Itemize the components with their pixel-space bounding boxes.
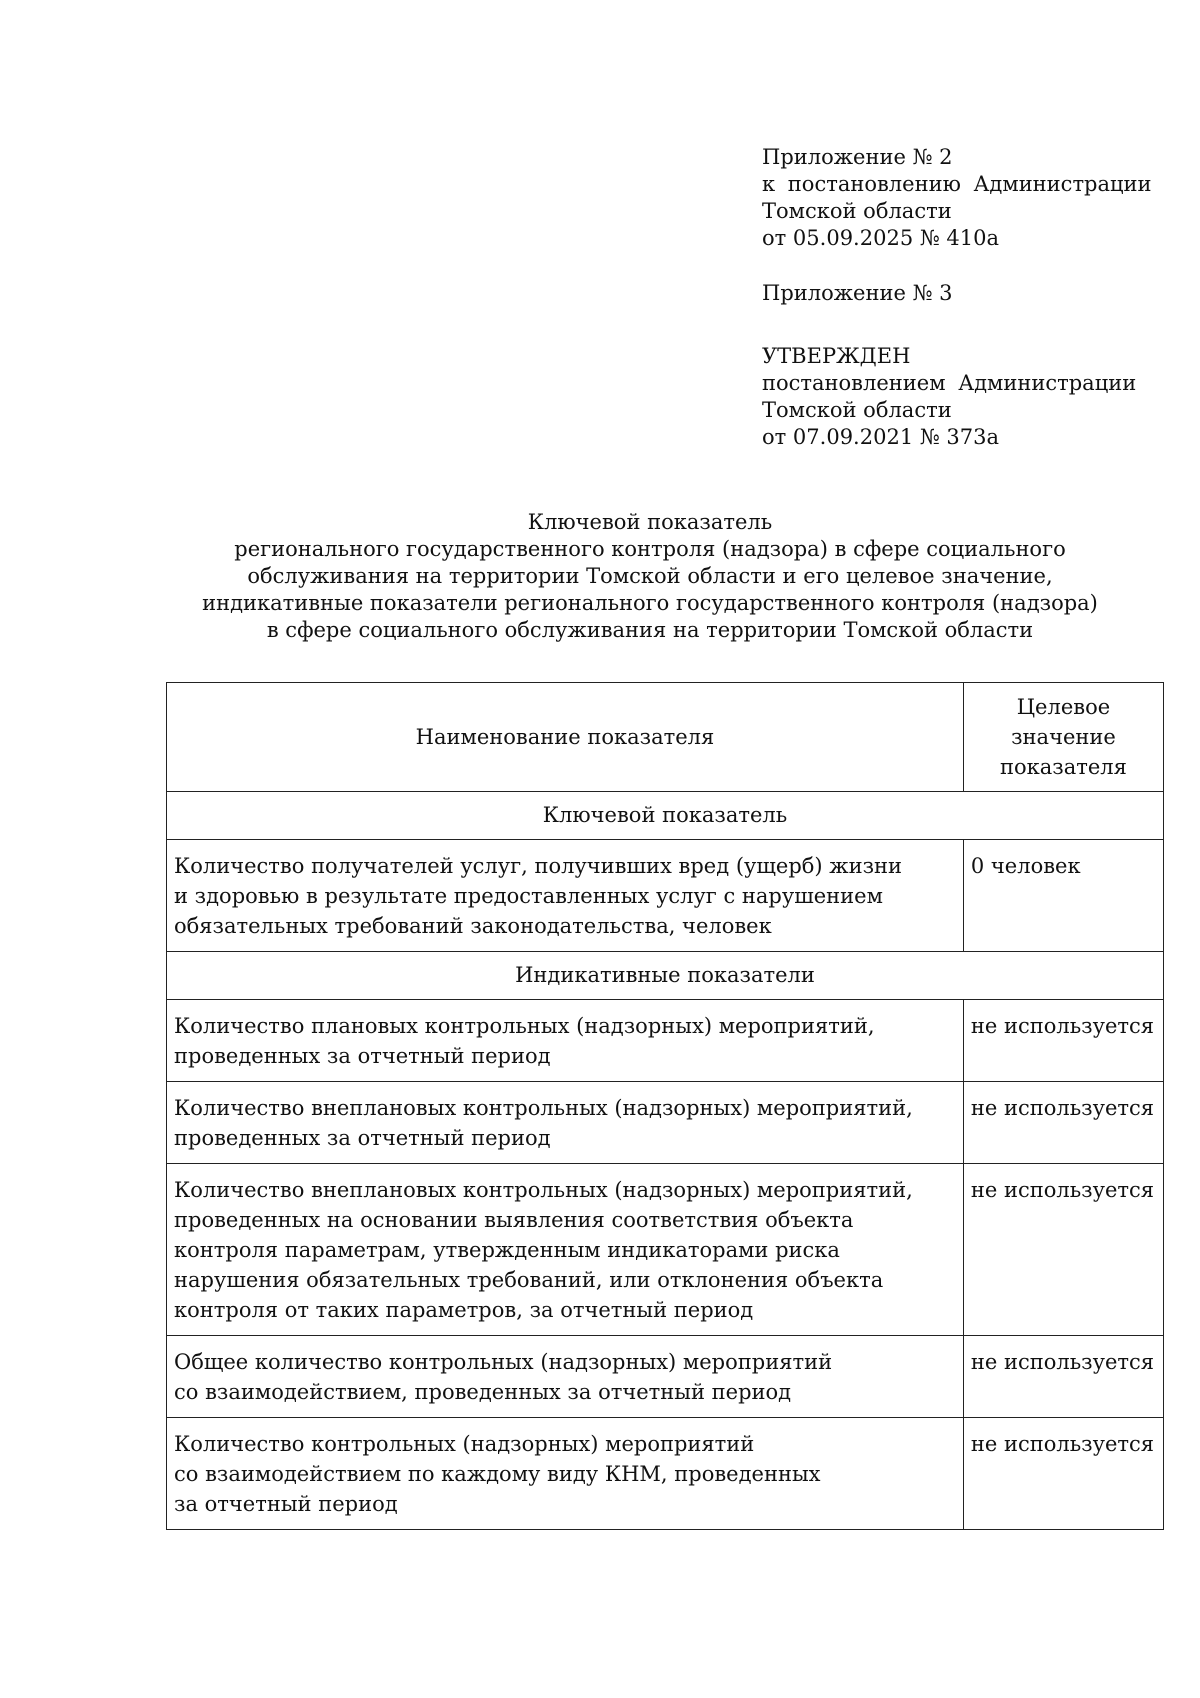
header-name-label: Наименование показателя [415,725,715,749]
approval-stamp: УТВЕРЖДЕН [762,344,911,368]
indicator-value-cell: не используется [963,1000,1163,1082]
header-value-line: Целевое [1016,695,1111,719]
approval-region: Томской области [762,398,952,422]
indicator-name-line: проведенных за отчетный период [174,1126,551,1150]
table-row [167,840,1164,952]
indicator-name-cell [167,1164,964,1336]
indicator-name-line: со взаимодействием, проведенных за отчетный период [174,1380,792,1404]
indicator-name-line: контроля параметрам, утвержденным индикаторами риска [174,1238,840,1262]
indicator-name-line: Общее количество контрольных (надзорных) мероприятий [174,1350,833,1374]
indicator-name-line: Количество контрольных (надзорных) мероприятий [174,1432,755,1456]
indicator-value-cell: 0 человек [963,840,1163,952]
header-value-line: значение [1011,725,1116,749]
document-title [150,509,1150,644]
approval-date-number: от 07.09.2021 № 373а [762,425,999,449]
indicator-name-line: Количество внеплановых контрольных (надзорных) мероприятий, [174,1096,913,1120]
header-value-cell [963,683,1163,792]
indicator-name-line: проведенных на основании выявления соответствия объекта [174,1208,854,1232]
indicator-name-line: Количество плановых контрольных (надзорных) мероприятий, [174,1014,875,1038]
header-name-cell [167,683,964,792]
table-row [167,1082,1164,1164]
indicator-name-cell [167,1082,964,1164]
document-title-line: индикативные показатели регионального государственного контроля (надзора) [202,591,1098,615]
document-title-line: обслуживания на территории Томской области и его целевое значение, [247,564,1053,588]
document-title-line: Ключевой показатель [527,510,773,534]
document-title-line: в сфере социального обслуживания на территории Томской области [266,618,1034,642]
indicator-name-line: Количество получателей услуг, получивших вред (ущерб) жизни [174,854,903,878]
section-title-indicative: Индикативные показатели [167,952,1164,1000]
indicator-name-cell [167,1336,964,1418]
indicator-name-line: нарушения обязательных требований, или отклонения объекта [174,1268,884,1292]
appendix-2-date-number: от 05.09.2025 № 410а [762,226,999,250]
section-row-indicative [167,952,1164,1000]
header-value-line: показателя [999,755,1127,779]
appendix-2-line-to: к постановлению Администрации [762,172,1152,196]
document-title-line: регионального государственного контроля (надзора) в сфере социального [234,537,1066,561]
table-header-row [167,683,1164,792]
section-row-key [167,792,1164,840]
indicator-value-cell: не используется [963,1164,1163,1336]
approval-by: постановлением Администрации [762,371,1137,395]
indicator-value-cell: не используется [963,1336,1163,1418]
table-row [167,1000,1164,1082]
indicator-name-line: контроля от таких параметров, за отчетный период [174,1298,754,1322]
appendix-2-title: Приложение № 2 [762,145,953,169]
indicator-name-line: проведенных за отчетный период [174,1044,551,1068]
attachment-block [762,144,1182,451]
indicators-table [166,682,1164,1530]
table-row [167,1336,1164,1418]
table-row [167,1164,1164,1336]
indicator-name-line: обязательных требований законодательства, человек [174,914,772,938]
table-row [167,1418,1164,1530]
indicator-name-line: за отчетный период [174,1492,398,1516]
indicator-value-cell: не используется [963,1082,1163,1164]
appendix-2-region: Томской области [762,199,952,223]
indicator-name-cell [167,1000,964,1082]
section-title-key: Ключевой показатель [167,792,1164,840]
indicator-name-line: Количество внеплановых контрольных (надзорных) мероприятий, [174,1178,913,1202]
indicator-name-cell [167,1418,964,1530]
indicator-name-line: со взаимодействием по каждому виду КНМ, проведенных [174,1462,821,1486]
indicator-value-cell: не используется [963,1418,1163,1530]
indicator-name-cell [167,840,964,952]
appendix-3-title: Приложение № 3 [762,281,953,305]
indicator-name-line: и здоровью в результате предоставленных услуг с нарушением [174,884,883,908]
